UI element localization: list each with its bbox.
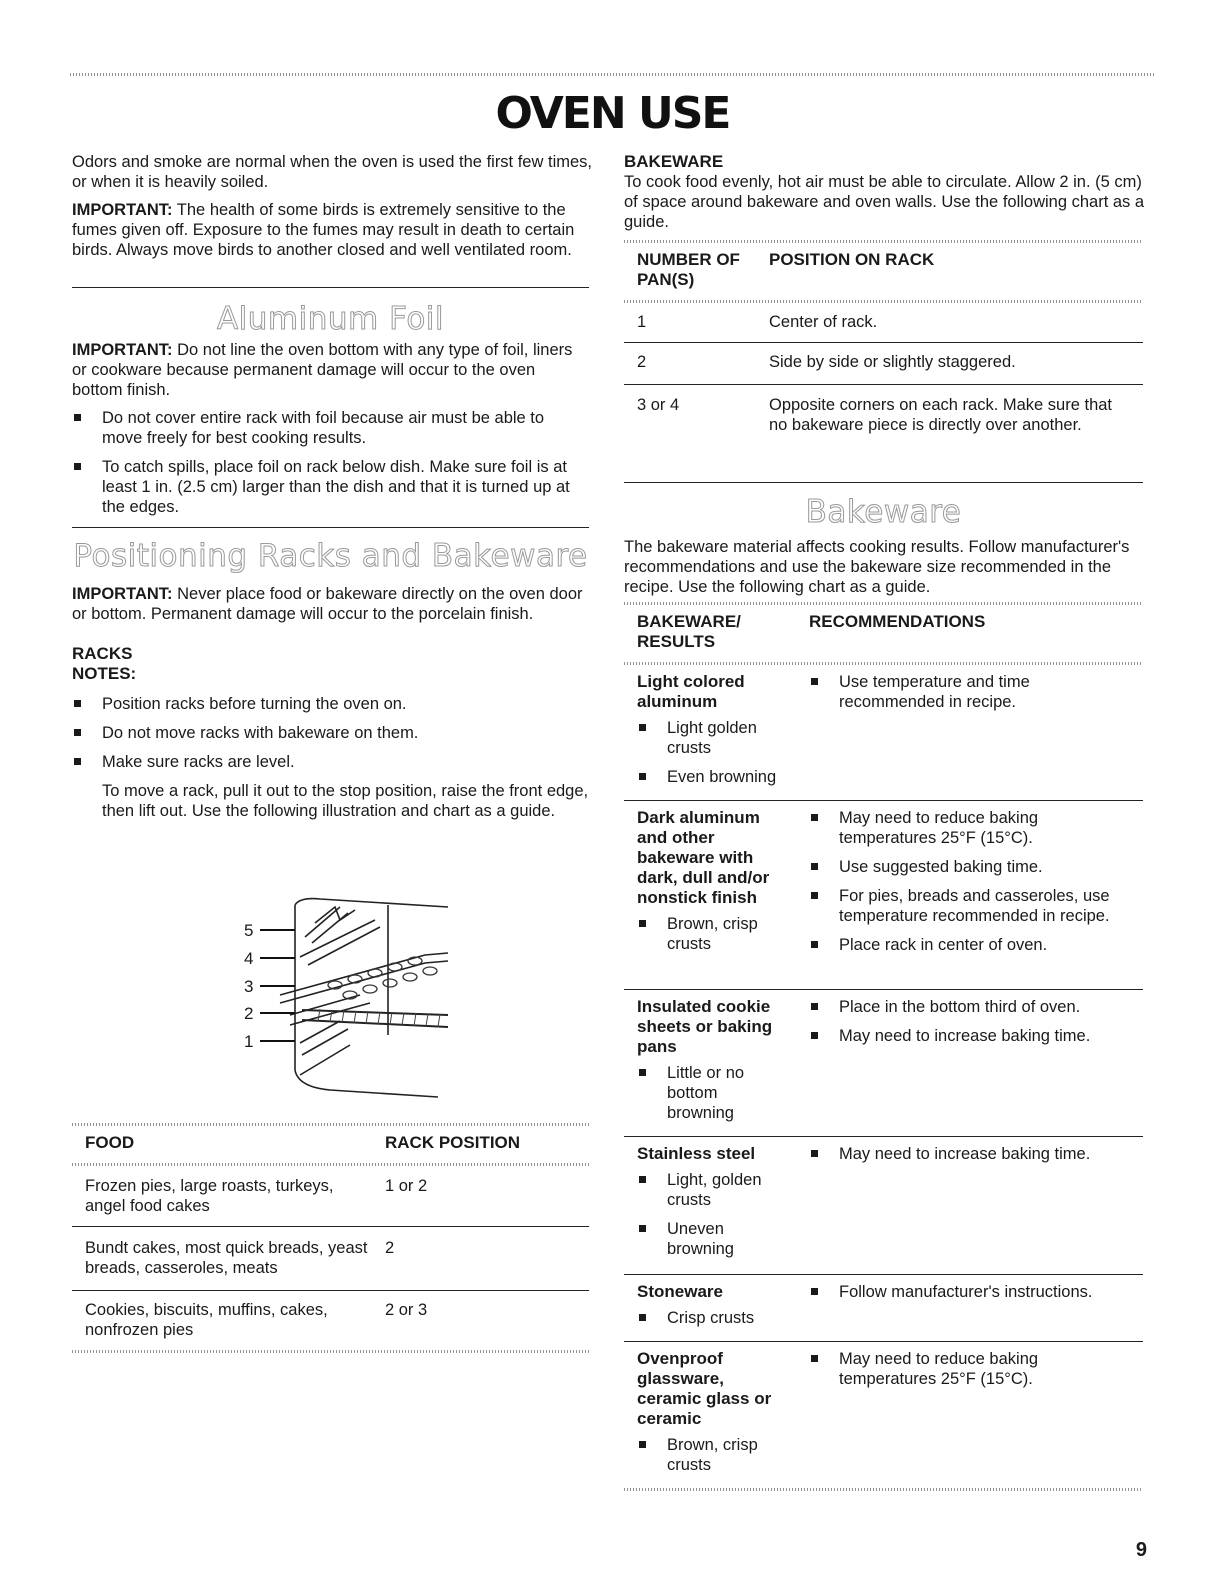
divider (624, 342, 1143, 343)
intro-paragraph: Odors and smoke are normal when the oven is used the first few times, or when it is heavily soiled. (72, 153, 592, 191)
recommendation-item: May need to increase baking time. (809, 1026, 1119, 1046)
header-position-on-rack: POSITION ON RACK (769, 250, 935, 269)
bakeware-section (624, 152, 1149, 232)
list-item: To catch spills, place foil on rack below dish. Make sure foil is at least 1 in. (2.5 cm) larger than the dish and that it is turned up at the edges. (72, 457, 588, 517)
header-recommendations: RECOMMENDATIONS (809, 612, 986, 631)
notes-heading: NOTES: (72, 664, 137, 683)
header-rack-position: RACK POSITION (385, 1133, 521, 1152)
header-bakeware-results: BAKEWARE/ RESULTS (637, 612, 741, 651)
rack-label-1: 1 (244, 1032, 254, 1051)
result-item: Brown, crisp crusts (637, 914, 787, 954)
recommendation-item: May need to reduce baking temperatures 25°F (15°C). (809, 1349, 1119, 1389)
positioning-title: Positioning Racks and Bakeware (73, 538, 588, 574)
table-top-divider (624, 602, 1143, 605)
recommendation-item: Place in the bottom third of oven. (809, 997, 1119, 1017)
rack-label-4: 4 (244, 949, 254, 968)
racks-heading: RACKS (72, 644, 133, 663)
recommendation-item: For pies, breads and casseroles, use temperature recommended in recipe. (809, 886, 1119, 926)
divider (624, 989, 1143, 990)
table-bottom-divider (72, 1350, 589, 1353)
recommendation-item: May need to reduce baking temperatures 25°F (15°C). (809, 808, 1119, 848)
recommendation-item: Use temperature and time recommended in recipe. (809, 672, 1119, 712)
result-item: Even browning (637, 767, 787, 787)
bakeware-name: Stainless steel (637, 1144, 756, 1163)
list-item: Do not move racks with bakeware on them. (72, 723, 592, 743)
bakeware-name: Stoneware (637, 1282, 723, 1301)
result-item: Uneven browning (637, 1219, 787, 1259)
top-divider (70, 73, 1155, 76)
list-item: Position racks before turning the oven on. (72, 694, 592, 714)
positioning-important: IMPORTANT: Never place food or bakeware directly on the oven door or bottom. Permanent damage will occur to the porcelain finish. (72, 585, 583, 623)
list-item: Make sure racks are level. (72, 752, 592, 772)
bakeware-name: Light colored aluminum (637, 672, 745, 711)
divider (72, 1290, 589, 1291)
list-item: Do not cover entire rack with foil because air must be able to move freely for best cooking results. (72, 408, 588, 448)
recommendation-item: Use suggested baking time. (809, 857, 1119, 877)
recommendation-item: Follow manufacturer's instructions. (809, 1282, 1119, 1302)
divider (624, 482, 1143, 483)
bakeware-name: Dark aluminum and other bakeware with dark, dull and/or nonstick finish (637, 808, 770, 907)
recommendation-item: Place rack in center of oven. (809, 935, 1119, 955)
table-header-divider (624, 300, 1143, 303)
intro-important: IMPORTANT: The health of some birds is extremely sensitive to the fumes given off. Exposure to the fumes may result in death to certain birds. Always move birds to another closed and well ventilated room. (72, 201, 575, 259)
divider (72, 1226, 589, 1227)
page-title: OVEN USE (495, 88, 730, 139)
bakeware-material-title: Bakeware (805, 494, 962, 530)
page-number: 9 (1135, 1539, 1147, 1561)
result-item: Little or no bottom browning (637, 1063, 787, 1123)
header-number-of-pans: NUMBER OF PAN(S) (637, 250, 740, 289)
rack-label-2: 2 (244, 1004, 254, 1023)
divider (624, 384, 1143, 385)
rack-label-3: 3 (244, 977, 254, 996)
bakeware-paragraph: To cook food evenly, hot air must be able to circulate. Allow 2 in. (5 cm) of space around bakeware and oven walls. Use the following chart as a guide. (624, 173, 1145, 231)
positioning-section (72, 584, 592, 821)
result-item: Light, golden crusts (637, 1170, 787, 1210)
intro-section (72, 152, 592, 268)
table-top-divider (624, 240, 1143, 243)
bakeware-heading: BAKEWARE (624, 152, 724, 171)
divider (624, 1341, 1143, 1342)
bakeware-material-intro: The bakeware material affects cooking results. Follow manufacturer's recommendations and use the bakeware size recommended in the recipe. Use the following chart as a guide. (624, 538, 1130, 596)
table-bottom-divider (624, 1488, 1143, 1491)
recommendation-item: May need to increase baking time. (809, 1144, 1119, 1164)
aluminum-foil-title: Aluminum Foil (216, 301, 445, 337)
bakeware-name: Insulated cookie sheets or baking pans (637, 997, 773, 1056)
divider (624, 1136, 1143, 1137)
result-item: Brown, crisp crusts (637, 1435, 787, 1475)
table-header-divider (624, 662, 1143, 665)
rack-position-diagram (240, 895, 455, 1100)
aluminum-foil-section (72, 340, 588, 526)
divider (72, 527, 589, 528)
result-item: Light golden crusts (637, 718, 787, 758)
divider (72, 287, 589, 288)
result-item: Crisp crusts (637, 1308, 787, 1328)
divider (624, 800, 1143, 801)
rack-label-5: 5 (244, 921, 254, 940)
table-top-divider (72, 1123, 589, 1126)
header-food: FOOD (85, 1133, 135, 1152)
divider (624, 1274, 1143, 1275)
table-header-divider (72, 1163, 589, 1166)
rack-instruction: To move a rack, pull it out to the stop position, raise the front edge, then lift out. Use the following illustration and chart as a guide. (102, 782, 589, 820)
foil-important: IMPORTANT: Do not line the oven bottom with any type of foil, liners or cookware because permanent damage will occur to the oven bottom finish. (72, 341, 573, 399)
bakeware-name: Ovenproof glassware, ceramic glass or ceramic (637, 1349, 772, 1428)
